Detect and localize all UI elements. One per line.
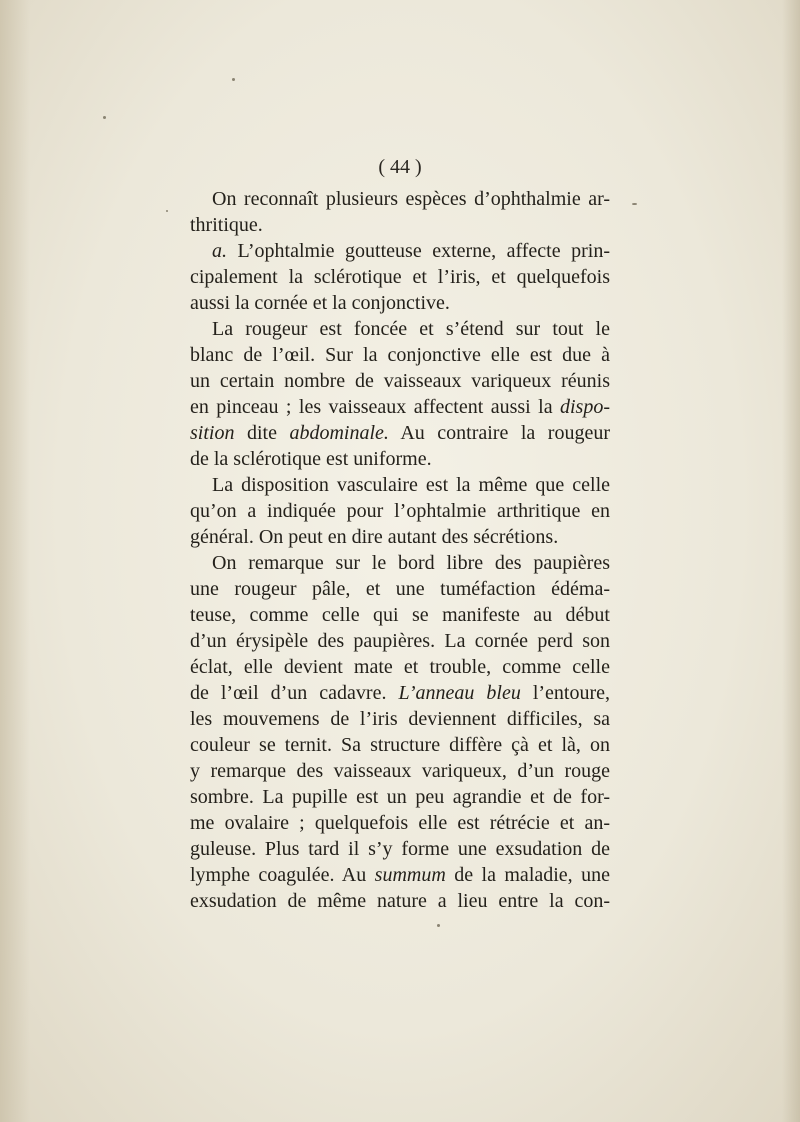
paper-speck [437,924,440,927]
body-text [190,186,610,914]
paper-speck [232,78,235,81]
text-line [190,212,610,238]
text-segment: général. On peut en dire autant des sécrétions. [190,526,559,548]
italic-text: sition [190,422,235,444]
text-segment: La disposition vasculaire est la même que celle [212,474,610,496]
text-segment: thritique. [190,214,263,236]
text-segment: sombre. La pupille est un peu agrandie et de for- [190,786,610,808]
text-segment: teuse, comme celle qui se manifeste au début [190,604,610,626]
text-line [190,368,610,394]
page-number: ( 44 ) [378,156,422,178]
text-segment: lymphe coagulée. Au [190,864,375,886]
text-segment: Au contraire la rougeur [388,422,610,444]
text-line [190,524,610,550]
text-line [190,680,610,706]
italic-text: abdominale. [289,422,389,444]
text-line [190,290,610,316]
text-line [190,446,610,472]
text-line [190,836,610,862]
text-segment: On remarque sur le bord libre des paupières [212,552,610,574]
text-line [190,264,610,290]
paper-speck [632,203,637,205]
text-line [190,862,610,888]
text-segment: cipalement la sclérotique et l’iris, et quelquefois [190,266,610,288]
text-segment: de la sclérotique est uniforme. [190,448,432,470]
text-line [190,758,610,784]
text-segment: exsudation de même nature a lieu entre la con- [190,890,610,912]
italic-text: dispo- [560,396,610,418]
text-line [190,498,610,524]
text-segment: aussi la cornée et la conjonctive. [190,292,450,314]
text-segment: l’entoure, [520,682,611,704]
text-line [190,706,610,732]
text-segment: qu’on a indiquée pour l’ophtalmie arthritique en [190,500,610,522]
text-line [190,602,610,628]
text-segment: éclat, elle devient mate et trouble, comme celle [190,656,610,678]
text-line [190,420,610,446]
text-segment: me ovalaire ; quelquefois elle est rétrécie et an- [190,812,610,834]
text-line [190,316,610,342]
text-line [190,394,610,420]
text-segment: couleur se ternit. Sa structure diffère çà et là, on [190,734,610,756]
text-line [190,888,610,914]
text-line [190,472,610,498]
text-segment: un certain nombre de vaisseaux variqueux réunis [190,370,610,392]
text-segment: de l’œil d’un cadavre. [190,682,399,704]
text-segment: L’ophtalmie goutteuse externe, affecte prin- [227,240,610,262]
paper-speck [166,210,168,212]
paper-speck [103,116,106,119]
text-line [190,654,610,680]
text-segment: les mouvemens de l’iris deviennent difficiles, sa [190,708,610,730]
italic-text: L’anneau bleu [398,682,521,704]
text-line [190,628,610,654]
text-segment: en pinceau ; les vaisseaux affectent aussi la [190,396,560,418]
text-line [190,732,610,758]
text-segment: On reconnaît plusieurs espèces d’ophthalmie ar- [212,188,610,210]
text-line [190,550,610,576]
text-segment: guleuse. Plus tard il s’y forme une exsudation de [190,838,610,860]
text-line [190,810,610,836]
text-line [190,342,610,368]
italic-text: a. [212,240,227,262]
text-segment: de la maladie, une [445,864,610,886]
text-line [190,238,610,264]
text-line [190,186,610,212]
text-line [190,784,610,810]
text-segment: une rougeur pâle, et une tuméfaction édéma- [190,578,610,600]
text-segment: d’un érysipèle des paupières. La cornée perd son [190,630,610,652]
italic-text: summum [374,864,446,886]
text-segment: blanc de l’œil. Sur la conjonctive elle est due à [190,344,610,366]
text-segment: y remarque des vaisseaux variqueux, d’un rouge [190,760,610,782]
text-segment: dite [234,422,290,444]
text-line [190,576,610,602]
text-segment: La rougeur est foncée et s’étend sur tout le [212,318,610,340]
